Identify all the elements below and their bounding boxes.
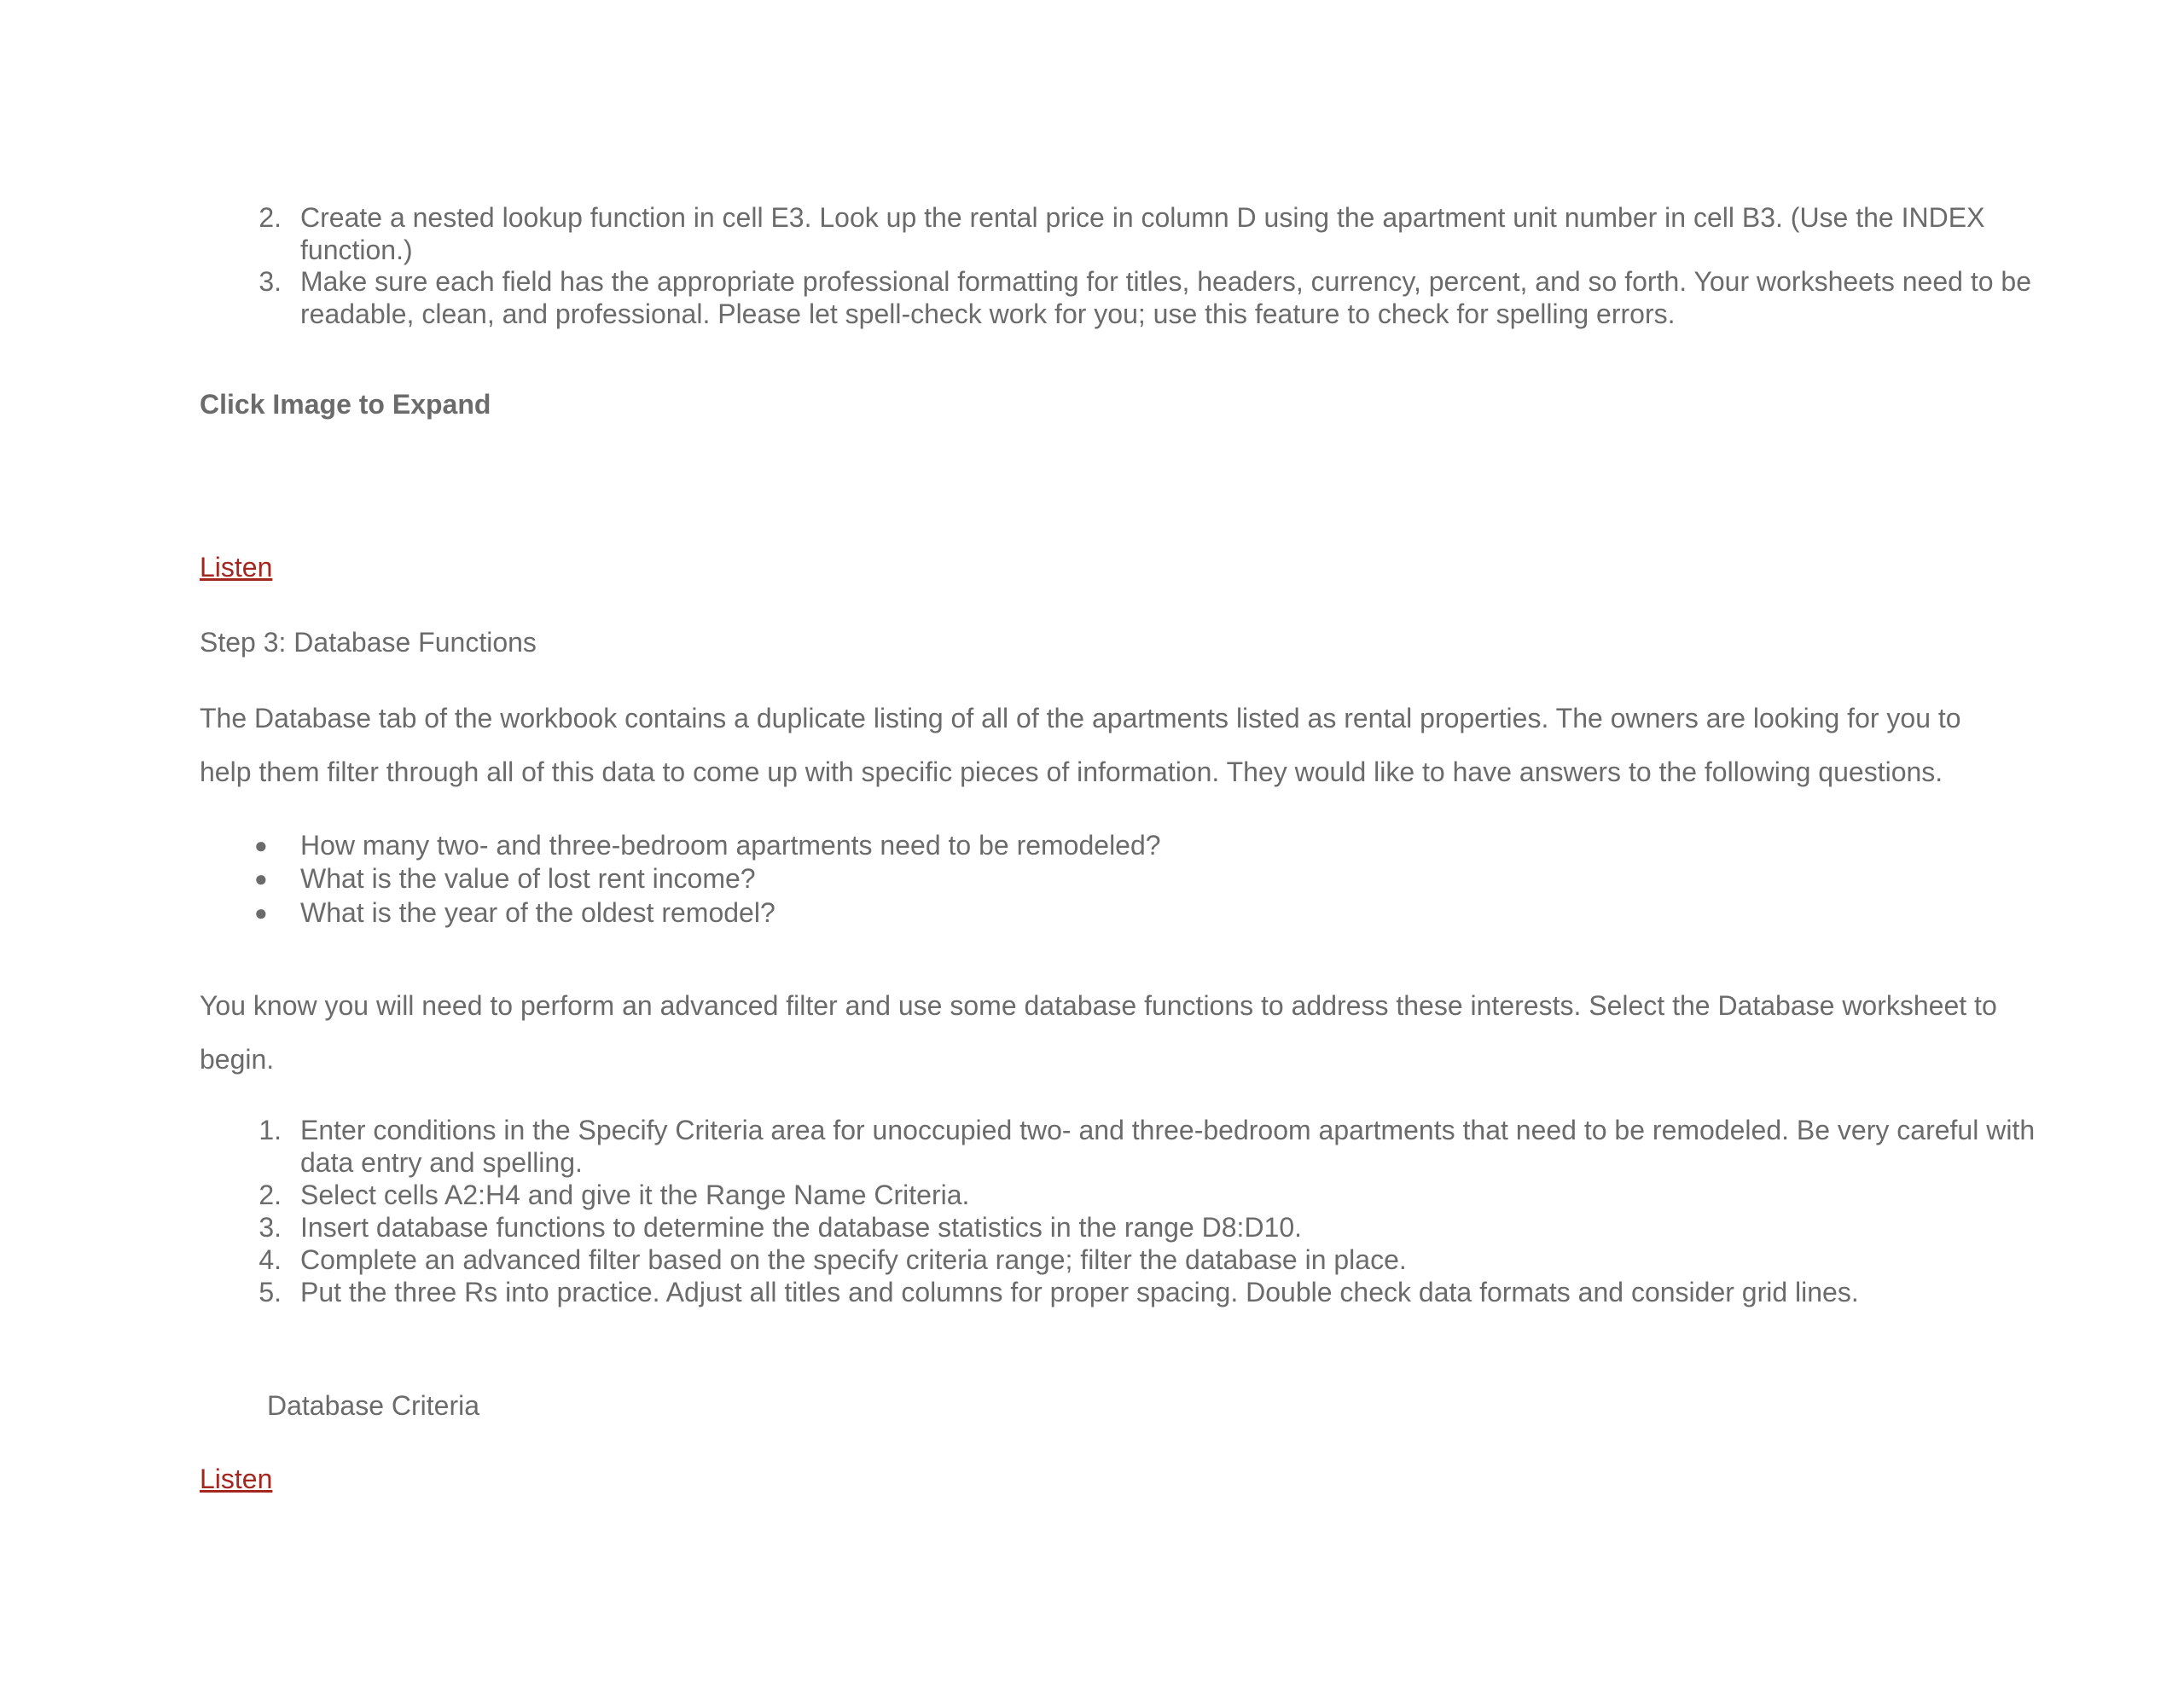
list-item: [247, 896, 2039, 929]
list-item: [247, 1276, 2039, 1308]
list-item: [247, 862, 2039, 895]
click-image-to-expand[interactable]: Click Image to Expand: [200, 389, 491, 420]
listen-link[interactable]: Listen: [200, 552, 273, 583]
list-item-text: Create a nested lookup function in cell E3. Look up the rental price in column D using the apartment unit number in cell B3. (Use the INDEX function.): [300, 202, 1985, 265]
image-caption: Database Criteria: [267, 1390, 479, 1421]
bullet-icon: ●: [254, 832, 268, 858]
list-item-text: Enter conditions in the Specify Criteria area for unoccupied two- and three-bedroom apartments that need to be remodeled. Be very careful with data entry and spelling.: [300, 1115, 2036, 1178]
list-item: [247, 1114, 2039, 1179]
bullet-icon: ●: [254, 900, 268, 925]
list-number: 4.: [258, 1244, 282, 1275]
list-item: [247, 1244, 2039, 1276]
list-item: [247, 265, 2039, 330]
list-number: 3.: [258, 1212, 282, 1243]
list-number: 5.: [258, 1277, 282, 1307]
list-item-text: Select cells A2:H4 and give it the Range Name Criteria.: [300, 1180, 970, 1210]
list-item-text: Put the three Rs into practice. Adjust all titles and columns for proper spacing. Double check data formats and consider grid lines.: [300, 1277, 1859, 1307]
list-item-text: What is the value of lost rent income?: [300, 863, 756, 894]
list-item-text: What is the year of the oldest remodel?: [300, 897, 775, 928]
list-item-text: Make sure each field has the appropriate professional formatting for titles, headers, currency, percent, and so forth. Your worksheets need to be readable, clean, and professional. Please let spell-check work for you; use this feature to check for spelling errors.: [300, 266, 2031, 329]
list-number: 3.: [258, 266, 282, 297]
list-item: [247, 1211, 2039, 1244]
list-number: 2.: [258, 202, 282, 233]
list-item-text: How many two- and three-bedroom apartments need to be remodeled?: [300, 830, 1161, 861]
list-item: [247, 829, 2039, 861]
step3-title: Step 3: Database Functions: [200, 627, 537, 658]
listen-link[interactable]: Listen: [200, 1464, 273, 1494]
list-number: 1.: [258, 1115, 282, 1145]
list-item: [247, 201, 2039, 266]
step3-paragraph-2: You know you will need to perform an advanced filter and use some database functions to address these interests. Select the Database worksheet to begin.: [200, 990, 1997, 1075]
bullet-icon: ●: [254, 866, 268, 891]
list-item-text: Insert database functions to determine the database statistics in the range D8:D10.: [300, 1212, 1303, 1243]
list-number: 2.: [258, 1180, 282, 1210]
list-item-text: Complete an advanced filter based on the specify criteria range; filter the database in place.: [300, 1244, 1407, 1275]
list-item: [247, 1179, 2039, 1211]
step3-intro-paragraph: The Database tab of the workbook contains a duplicate listing of all of the apartments listed as rental properties. The owners are looking for you to help them filter through all of this data to come up with specific pieces of information. They would like to have answers to the following questions.: [200, 703, 1961, 787]
